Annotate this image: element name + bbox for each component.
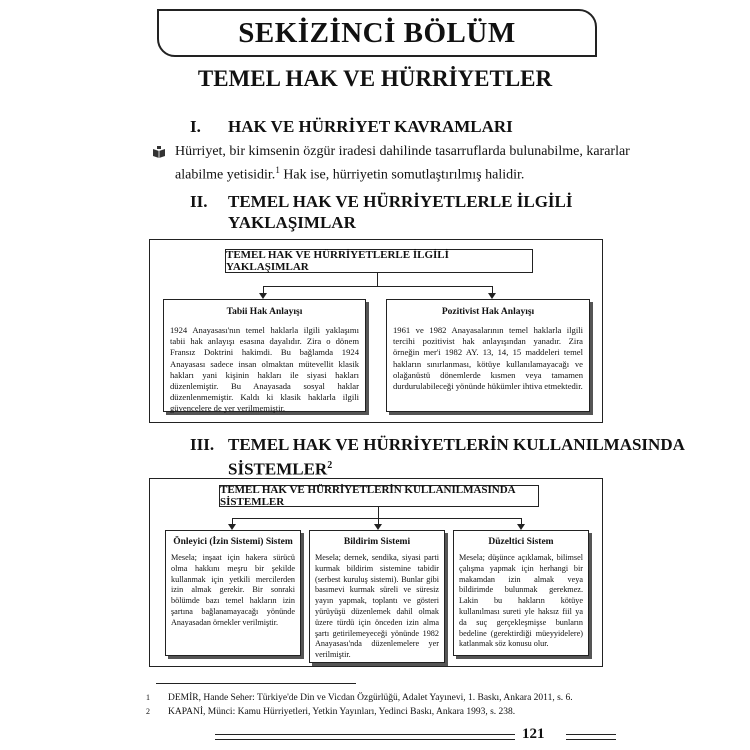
footnote-ref-2[interactable]: 2 (327, 460, 333, 471)
notification-system-card-title: Bildirim Sistemi (343, 537, 411, 547)
positivist-rights-card-text: 1961 ve 1982 Anayasalarının temel haklarla ilgili tercihi pozitivist hak anlayışından yanadır. Zira örneğin mer'i 1982 AY. 13, 14, 15 maddeleri temel hakların sınırlanması, kötüye kullanılamayacağı ve olağanüstü dönemlerde kısmen veya tamamen durdurulabileceği yönünde hükümler ihtiva etmektedir. (393, 325, 583, 392)
natural-rights-card-text: 1924 Anayasası'nın temel haklarla ilgili yaklaşımı tabii hak anlayışı esasına dayalıdır. Zira o dönem Fransız Doktrini hakimdi. Bu bağlamda 1924 Anayasası sadece insan olmaktan mütevellit klasik hakları yani kişinin hakları ile siyasi hakları düzenlemiştir. Bu Anayasada sosyal haklar düzenlenmemiştir. Kaldı ki klasik haklarla ilgili güvencelere de yer verilmemiştir. (170, 325, 359, 414)
corrective-system-card (453, 530, 589, 656)
connector-line (377, 273, 378, 287)
preventive-system-card-text: Mesela; inşaat için hakera sürücü olma hakkını meşru bir şekilde kullanmak için yetkili mercilerden izin almak gerekir. Bir sonraki bölümde bazı temel hakların izin şartına bağlanamayacağı yönünde Anayasadan örnekler verilmiştir. (171, 553, 295, 627)
section-3-title-line-2: SİSTEMLER (228, 459, 328, 479)
corrective-system-card-title: Düzeltici Sistem (488, 537, 554, 547)
positivist-rights-card (386, 299, 590, 412)
footnote-1 (146, 692, 573, 704)
approaches-header-text: TEMEL HAK VE HÜRRİYETLERLE İLGİLİ YAKLAŞIMLAR (226, 249, 449, 273)
systems-diagram-header (219, 485, 539, 507)
page-number-rule (566, 734, 616, 740)
footnote-2-text: KAPANİ, Münci: Kamu Hürriyetleri, Yetkin Yayınları, Yedinci Baskı, Ankara 1993, s. 238. (168, 707, 516, 717)
section-1-title: HAK VE HÜRRİYET KAVRAMLARI (228, 117, 513, 136)
systems-header-text: TEMEL HAK VE HÜRRİYETLERİN KULLANILMASINDA SİSTEMLER (220, 484, 516, 508)
natural-rights-card (163, 299, 366, 412)
connector-line (263, 286, 493, 287)
section-2-title-line-2: YAKLAŞIMLAR (228, 213, 356, 232)
notification-system-card (309, 530, 445, 663)
section-2-heading (190, 191, 573, 233)
book-icon (152, 145, 166, 157)
page-number-rule (215, 734, 515, 740)
page-title: TEMEL HAK VE HÜRRİYETLER (197, 66, 553, 91)
section-1-number: I. (190, 117, 201, 136)
section-3-number: III. (190, 435, 215, 454)
footnote-1-mark: 1 (146, 693, 150, 702)
connector-line (232, 518, 522, 519)
section-2-number: II. (190, 192, 208, 211)
section-1-heading (190, 117, 513, 137)
intro-line-2b: Hak ise, hürriyetin somutlaştırılmış halidir. (279, 167, 525, 183)
approaches-diagram-header (225, 249, 533, 273)
preventive-system-card-title: Önleyici (İzin Sistemi) Sistem (173, 537, 293, 547)
chapter-title-box (157, 9, 597, 57)
footnote-1-text: DEMİR, Hande Seher: Türkiye'de Din ve Vicdan Özgürlüğü, Adalet Yayınevi, 1. Baskı, Ankara 2011, s. 6. (168, 693, 573, 703)
section-3-title-line-1: TEMEL HAK VE HÜRRİYETLERİN KULLANILMASINDA (228, 435, 685, 454)
footnote-ref-1[interactable]: 1 (275, 165, 280, 175)
corrective-system-card-text: Mesela; düşünce açıklamak, bilimsel çalışma yapmak için herhangi bir makamdan izin almak veya bildirimde bulunmak gerekmez. Lakin bu hakların kötüye kullanılması sureti yle haksız fiil ya da suç gerçekleşmişse bunların bedeline (gerektirdiği müeyyidelere) katlanmak söz konusu olur. (459, 553, 583, 649)
section-2-title-line-1: TEMEL HAK VE HÜRRİYETLERLE İLGİLİ (228, 192, 573, 211)
natural-rights-card-title: Tabii Hak Anlayışı (226, 307, 303, 317)
section-3-heading (190, 434, 685, 480)
preventive-system-card (165, 530, 301, 656)
page-number: 121 (522, 726, 545, 742)
footnote-separator (156, 683, 356, 684)
notification-system-card-text: Mesela; dernek, sendika, siyasi parti kurmak bildirim sistemine tabidir (serbest kuruluş sistemi). Bunlar gibi basımevi kurmak süreli ve süresiz yayın yapmak, toplantı ve gösteri yürüyüşü düzenlemek dahil olmak üzere türdü için önceden izin alma şartı getirilemeyeceği yönünde 1982 Anayasası'nda düzenlemelere yer verilmiştir. (315, 553, 439, 660)
positivist-rights-card-title: Pozitivist Hak Anlayışı (441, 307, 535, 317)
intro-line-1: Hürriyet, bir kimsenin özgür iradesi dahilinde tasarruflarda bulunabilme, kararlar (175, 144, 630, 159)
intro-line-2a: alabilme yetisidir. (175, 167, 276, 183)
intro-paragraph (175, 142, 630, 185)
footnote-2 (146, 706, 515, 718)
chapter-title: SEKİZİNCİ BÖLÜM (238, 16, 516, 49)
footnote-2-mark: 2 (146, 707, 150, 716)
